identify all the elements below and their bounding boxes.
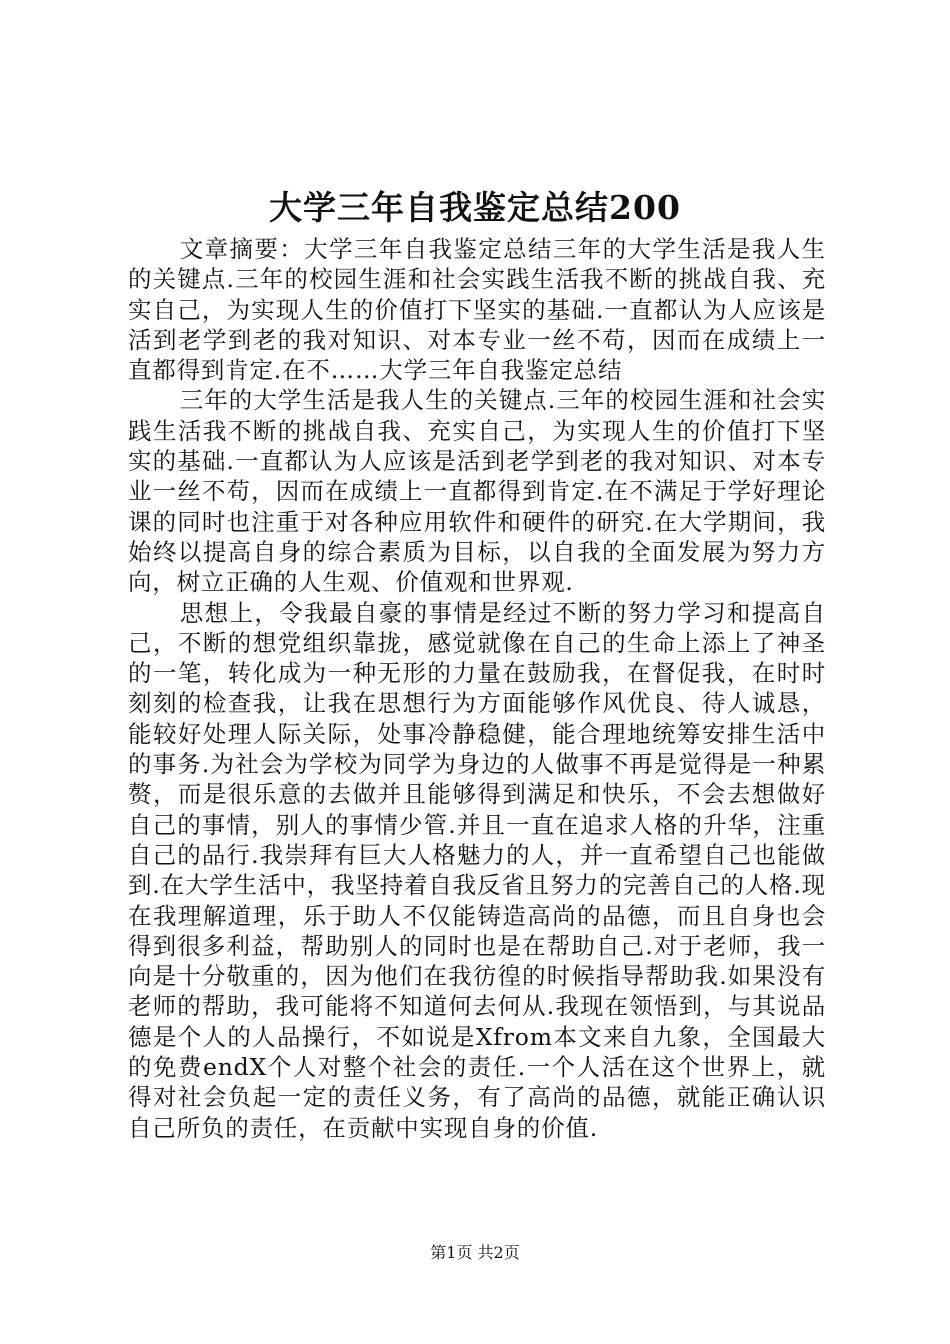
document-title: 大学三年自我鉴定总结200 [269, 188, 681, 227]
page-footer: 第1页 共2页 [430, 1243, 520, 1262]
paragraph-thought: 思想上，令我最自豪的事情是经过不断的努力学习和提高自己，不断的想党组织靠拢，感觉就像在自己的生命上添上了神圣的一笔，转化成为一种无形的力量在鼓励我，在督促我，在时时刻刻的检查我，让我在思想行为方面能够作风优良、待人诚恳，能较好处理人际关际，处事冷静稳健，能合理地统筹安排生活中的事务.为社会为学校为同学为身边的人做事不再是觉得是一种累赘，而是很乐意的去做并且能够得到满足和快乐，不会去想做好自己的事情，别人的事情少管.并且一直在追求人格的升华，注重自己的品行.我崇拜有巨大人格魅力的人，并一直希望自己也能做到.在大学生活中，我坚持着自我反省且努力的完善自己的人格.现在我理解道理，乐于助人不仅能铸造高尚的品德，而且自身也会得到很多利益，帮助别人的同时也是在帮助自己.对于老师，我一向是十分敬重的，因为他们在我彷徨的时候指导帮助我.如果没有老师的帮助，我可能将不知道何去何从.我现在领悟到，与其说品德是个人的人品操行，不如说是Xfrom本文来自九象，全国最大的免费endX个人对整个社会的责任.一个人活在这个世界上，就得对社会负起一定的责任义务，有了高尚的品德，就能正确认识自己所负的责任，在贡献中实现自身的价值. [128, 598, 826, 1142]
paragraph-intro: 三年的大学生活是我人生的关键点.三年的校园生涯和社会实践生活我不断的挑战自我、充实自己，为实现人生的价值打下坚实的基础.一直都认为人应该是活到老学到老的我对知识、对本专业一丝不苟，因而在成绩上一直都得到肯定.在不满足于学好理论课的同时也注重于对各种应用软件和硬件的研究.在大学期间，我始终以提高自身的综合素质为目标，以自我的全面发展为努力方向，树立正确的人生观、价值观和世界观. [128, 386, 826, 597]
paragraph-abstract: 文章摘要：大学三年自我鉴定总结三年的大学生活是我人生的关键点.三年的校园生涯和社会实践生活我不断的挑战自我、充实自己，为实现人生的价值打下坚实的基础.一直都认为人应该是活到老学到老的我对知识、对本专业一丝不苟，因而在成绩上一直都得到肯定.在不……大学三年自我鉴定总结 [128, 235, 826, 385]
document-body [128, 234, 826, 1143]
